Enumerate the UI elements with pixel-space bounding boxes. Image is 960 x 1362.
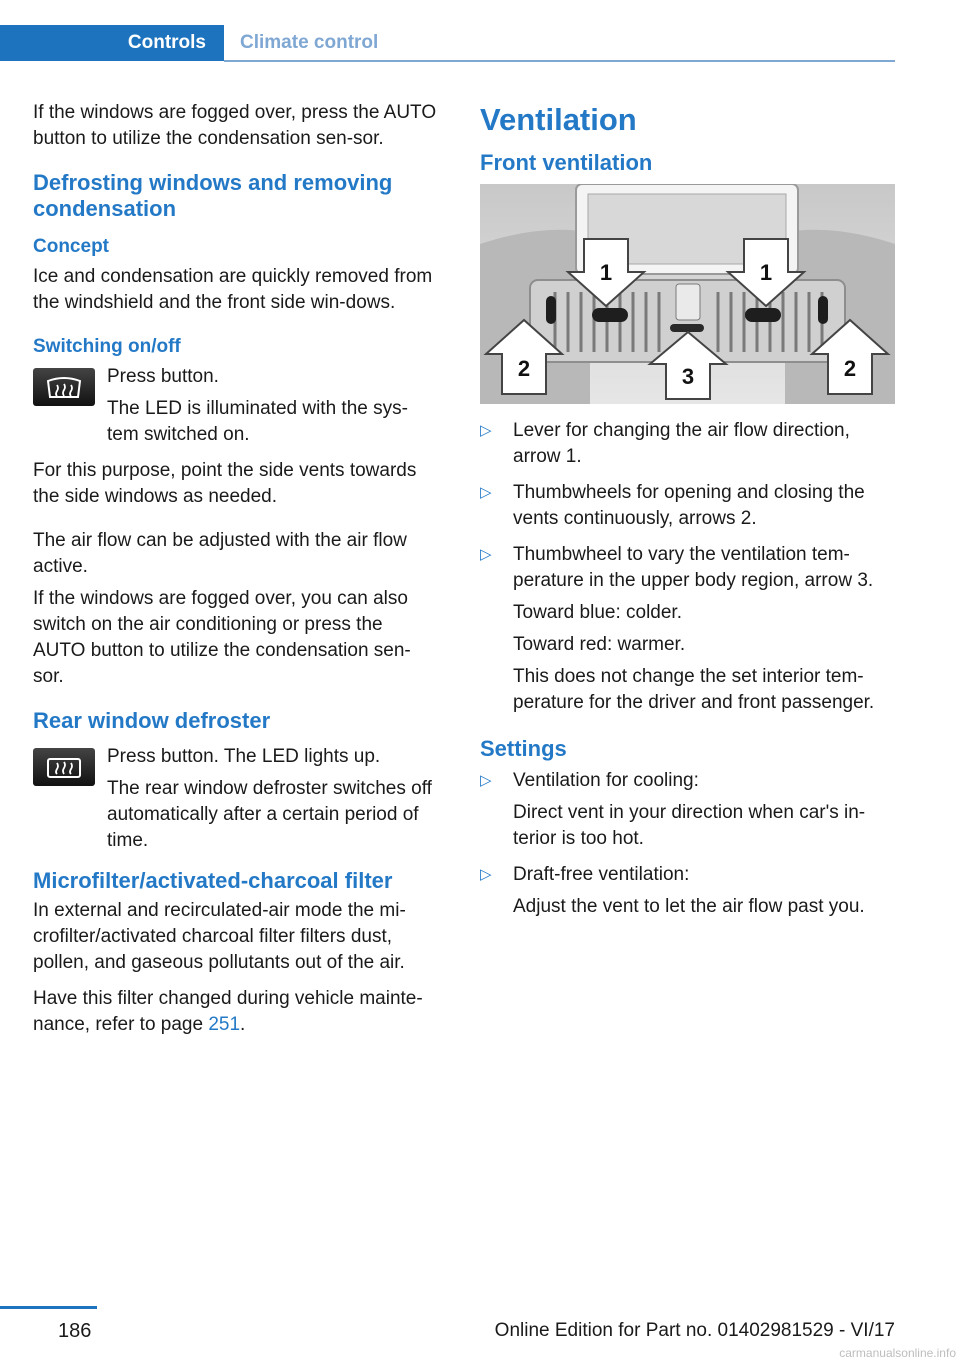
- windshield-defrost-icon: [33, 368, 95, 406]
- settings-heading: Settings: [480, 736, 567, 761]
- arrow-label-3: 3: [681, 364, 695, 389]
- arrow-label-1-left: 1: [599, 260, 613, 285]
- filter-change-prefix: Have this filter changed during vehicle mainte-nance, refer to page: [33, 988, 423, 1035]
- right-column: [480, 100, 895, 934]
- bullet-triangle-icon: ▷: [480, 866, 492, 883]
- defrost-heading: Defrosting windows and removing condensation: [33, 170, 393, 221]
- switching-led: The LED is illuminated with the sys-tem switched on.: [107, 398, 408, 445]
- bullet-text: Thumbwheel to vary the ventilation tem-perature in the upper body region, arrow 3.: [513, 544, 874, 591]
- front-vent-illustration: [480, 184, 895, 404]
- arrow-label-2-left: 2: [517, 356, 531, 381]
- list-item: [480, 418, 895, 470]
- bullet-triangle-icon: ▷: [480, 422, 492, 439]
- filter-text: In external and recirculated-air mode the mi-crofilter/activated charcoal filter filters dust, pollen, and gaseous pollutants out of the air.: [33, 900, 406, 973]
- rear-button-row: [33, 744, 438, 854]
- arrow-label-1-right: 1: [759, 260, 773, 285]
- side-vents-text: For this purpose, point the side vents towards the side windows as needed.: [33, 460, 417, 507]
- fogged-text: If the windows are fogged over, you can also switch on the air conditioning or press the AUTO button to utilize the condensation sen-sor.: [33, 588, 411, 687]
- bullet-text: Thumbwheels for opening and closing the vents continuously, arrows 2.: [513, 482, 865, 529]
- list-item: [480, 862, 895, 920]
- footer-rule: [0, 1306, 97, 1309]
- bullet-triangle-icon: ▷: [480, 484, 492, 501]
- watermark: carmanualsonline.info: [839, 1346, 956, 1360]
- rear-defroster-heading: Rear window defroster: [33, 708, 271, 733]
- vent-controls-list: [480, 418, 895, 716]
- bullet-triangle-icon: ▷: [480, 546, 492, 563]
- concept-heading: Concept: [33, 236, 109, 257]
- left-column: [33, 100, 438, 1048]
- bullet-text: Lever for changing the air flow direction, arrow 1.: [513, 420, 850, 467]
- bullet-subtext: Toward red: warmer.: [513, 634, 686, 655]
- list-item: [480, 768, 895, 852]
- page-number: 186: [58, 1320, 92, 1342]
- bullet-subtext: Toward blue: colder.: [513, 602, 682, 623]
- concept-text: Ice and condensation are quickly removed from the windshield and the front side win-dows.: [33, 266, 433, 313]
- bullet-subtext: Direct vent in your direction when car's in-terior is too hot.: [513, 802, 866, 849]
- rear-window-defrost-icon: [33, 748, 95, 786]
- arrow-label-2-right: 2: [843, 356, 857, 381]
- intro-paragraph: If the windows are fogged over, press the AUTO button to utilize the condensation sen-sor.: [33, 102, 437, 149]
- page-reference-link[interactable]: 251: [208, 1014, 241, 1035]
- rear-auto: The rear window defroster switches off automatically after a certain period of time.: [107, 778, 432, 851]
- filter-heading: Microfilter/activated-charcoal filter: [33, 868, 393, 893]
- bullet-subtext: Adjust the vent to let the air flow past you.: [513, 896, 865, 917]
- filter-change-suffix: .: [240, 1014, 246, 1035]
- switching-heading: Switching on/off: [33, 336, 181, 357]
- defrost-button-row: [33, 364, 438, 448]
- list-item: [480, 480, 895, 532]
- list-item: [480, 542, 895, 716]
- settings-list: [480, 768, 895, 920]
- bullet-triangle-icon: ▷: [480, 772, 492, 789]
- filter-change-text: [33, 986, 438, 1038]
- tab-climate-control[interactable]: Climate control: [240, 32, 379, 53]
- rear-press: Press button. The LED lights up.: [107, 746, 381, 767]
- bullet-text: Draft-free ventilation:: [513, 864, 690, 885]
- bullet-text: Ventilation for cooling:: [513, 770, 699, 791]
- air-flow-text: The air flow can be adjusted with the air flow active.: [33, 530, 407, 577]
- edition-text: Online Edition for Part no. 01402981529 - VI/17: [494, 1320, 895, 1341]
- bullet-subtext: This does not change the set interior tem-perature for the driver and front passenger.: [513, 666, 875, 713]
- ventilation-heading: Ventilation: [480, 102, 637, 137]
- tab-controls[interactable]: Controls: [0, 25, 224, 61]
- header-tabs: [0, 25, 895, 62]
- switching-press: Press button.: [107, 366, 219, 387]
- front-ventilation-heading: Front ventilation: [480, 150, 653, 175]
- tab-divider: [224, 60, 895, 62]
